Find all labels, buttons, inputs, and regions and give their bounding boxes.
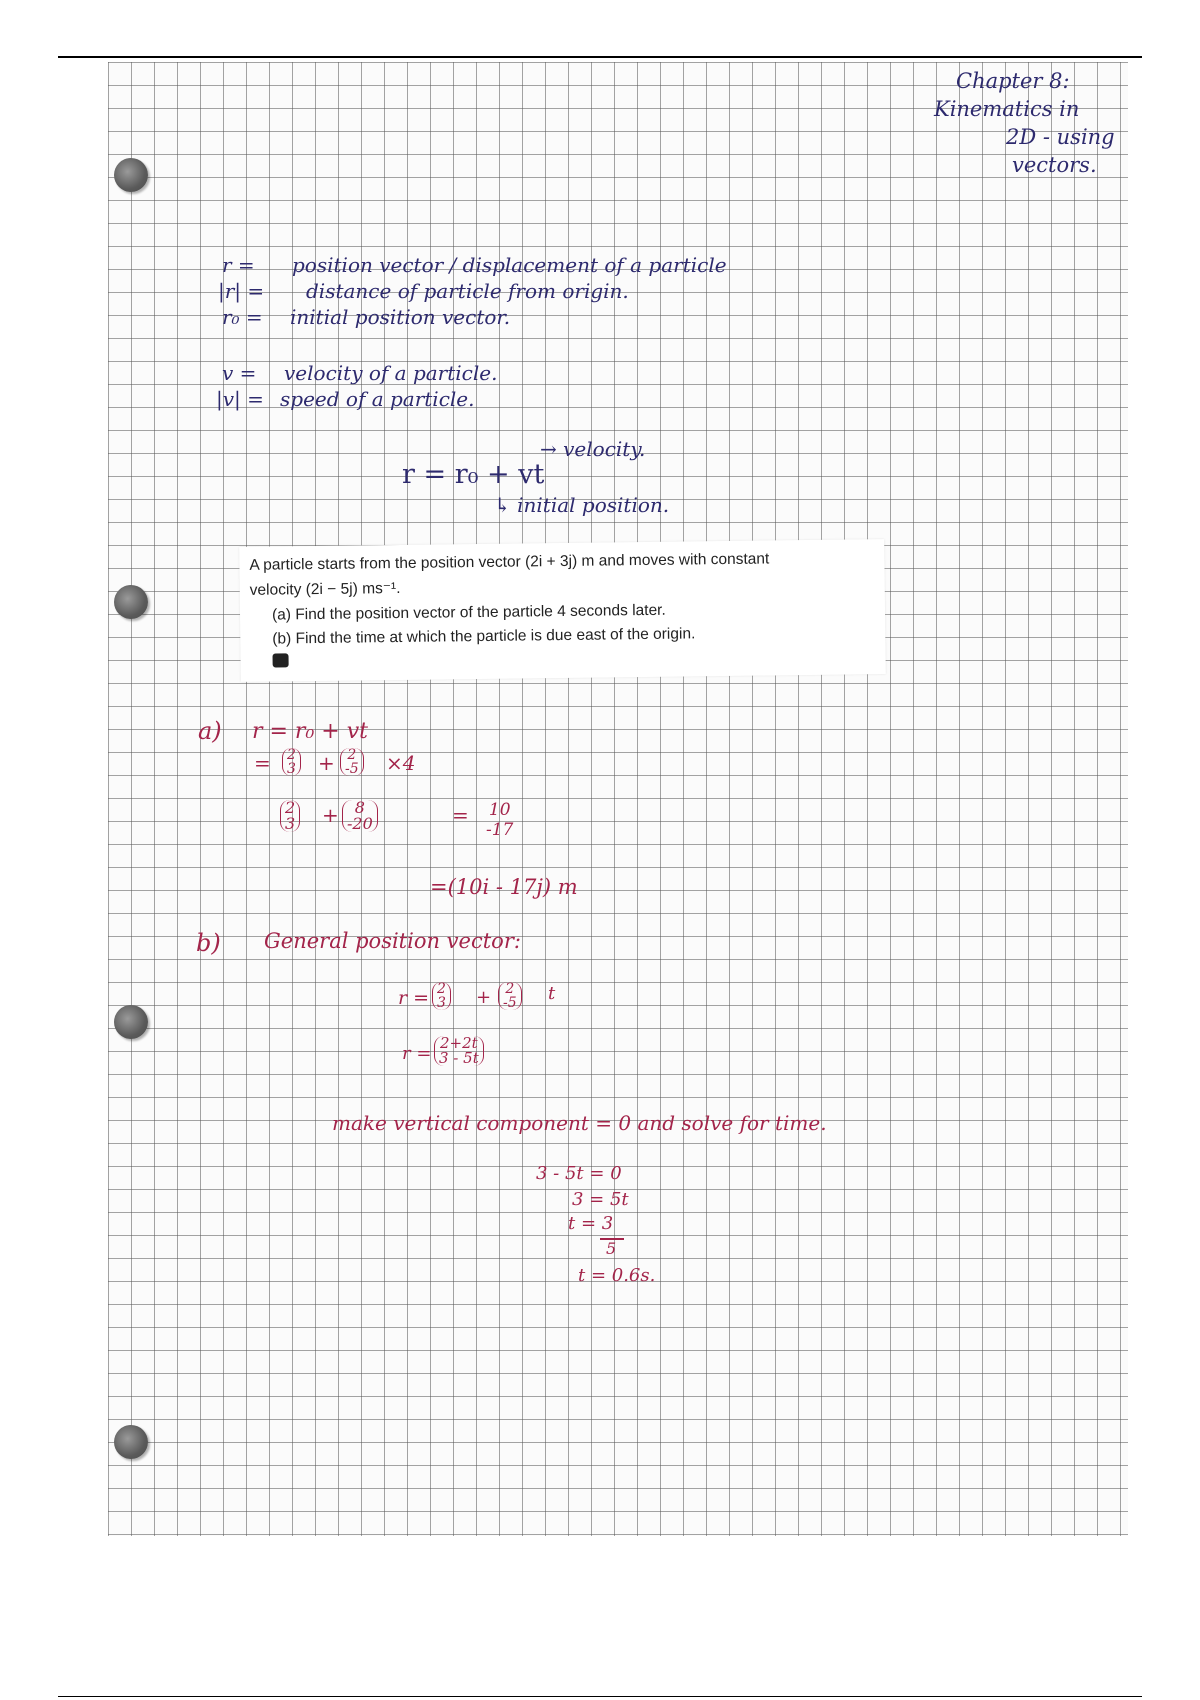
part-b-heading: General position vector: xyxy=(264,929,521,953)
def-text: distance of particle from origin. xyxy=(306,279,629,303)
punch-hole xyxy=(114,158,148,192)
part-b-r-equals-second: r = xyxy=(402,1043,432,1064)
part-a-equals-second: = xyxy=(452,803,469,827)
initial-position-annotation: ↳ initial position. xyxy=(494,493,670,517)
def-symbol: r = xyxy=(222,253,255,277)
part-b-work-line1: 3 - 5t = 0 xyxy=(536,1163,622,1184)
part-a-plus: + xyxy=(318,751,335,775)
kinematics-formula: r = r₀ + vt xyxy=(402,459,545,490)
punch-hole xyxy=(114,585,148,619)
velocity-annotation: → velocity. xyxy=(540,437,646,461)
part-a-equals: = xyxy=(254,751,271,775)
printer-icon xyxy=(273,653,289,667)
part-b-label: b) xyxy=(196,929,221,957)
punch-hole xyxy=(114,1425,148,1459)
part-a-step1: r = r₀ + vt xyxy=(252,719,368,744)
part-b-t: t xyxy=(548,983,556,1004)
part-a-plus-second: + xyxy=(322,803,339,827)
top-rule xyxy=(58,56,1142,58)
problem-part-b: (b) Find the time at which the particle is due east of the origin. xyxy=(272,625,696,648)
part-a-vector-vt: 8 -20 xyxy=(342,800,378,832)
problem-part-a: (a) Find the position vector of the particle 4 seconds later. xyxy=(271,601,666,624)
chapter-title-line2: Kinematics in xyxy=(934,97,1080,121)
part-b-work-line4: t = 0.6s. xyxy=(578,1265,656,1286)
def-text: speed of a particle. xyxy=(280,387,475,411)
part-b-vector-r0: 2 3 xyxy=(432,982,451,1010)
punch-hole xyxy=(114,1005,148,1039)
def-symbol: |v| = xyxy=(216,387,264,411)
part-b-plus: + xyxy=(476,987,492,1008)
def-symbol: |r| = xyxy=(218,279,265,303)
part-a-vector-v: 2 -5 xyxy=(340,748,364,776)
part-a-vector-r0: 2 3 xyxy=(282,748,301,776)
def-text: initial position vector. xyxy=(290,305,511,329)
part-a-label: a) xyxy=(198,717,222,745)
def-text: position vector / displacement of a particle xyxy=(292,253,727,277)
part-a-result-vector: 10 -17 xyxy=(486,800,514,841)
part-a-times: ×4 xyxy=(386,751,416,775)
part-a-vector-r0-second: 2 3 xyxy=(280,800,300,832)
part-a-answer: =(10i - 17j) m xyxy=(430,875,578,899)
part-b-vector-v: 2 -5 xyxy=(498,982,522,1010)
part-b-general-vector: 2+2t 3 - 5t xyxy=(434,1036,484,1066)
part-b-work-line3: t = 3 xyxy=(568,1213,614,1234)
def-symbol: r₀ = xyxy=(222,305,263,329)
chapter-title-line4: vectors. xyxy=(1012,153,1097,177)
part-b-work-line2: 3 = 5t xyxy=(572,1189,629,1210)
part-b-instruction: make vertical component = 0 and solve for time. xyxy=(332,1111,827,1135)
problem-line2: velocity (2i − 5j) ms⁻¹. xyxy=(249,579,401,599)
problem-line1: A particle starts from the position vector (2i + 3j) m and moves with constant xyxy=(249,550,770,574)
part-b-work-denominator: 5 xyxy=(606,1239,617,1258)
part-b-r-equals: r = xyxy=(398,987,430,1009)
problem-statement xyxy=(239,539,886,682)
def-symbol: v = xyxy=(222,361,257,385)
chapter-title-line3: 2D - using xyxy=(1006,125,1115,149)
chapter-title-line1: Chapter 8: xyxy=(956,69,1070,93)
def-text: velocity of a particle. xyxy=(284,361,498,385)
bottom-rule xyxy=(58,1696,1142,1697)
